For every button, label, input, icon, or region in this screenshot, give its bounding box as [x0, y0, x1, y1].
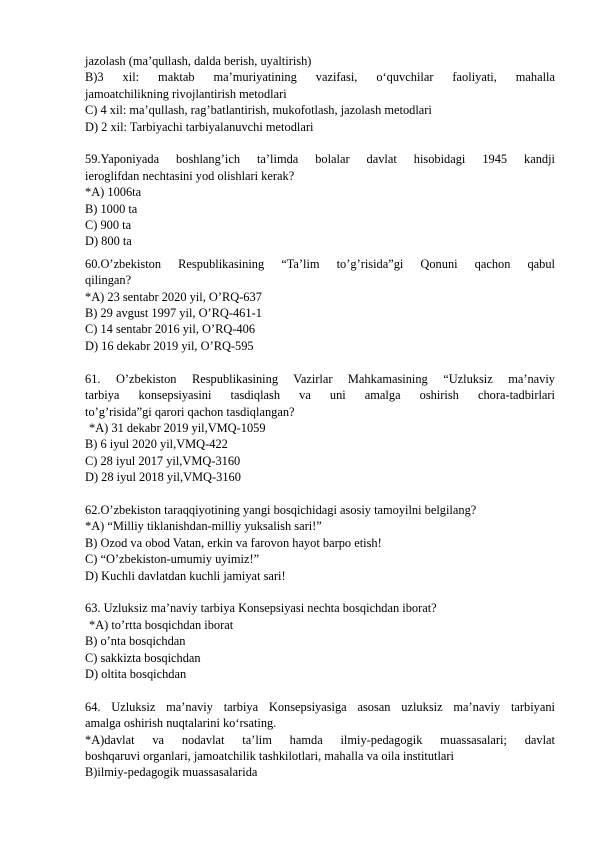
question-64	[85, 699, 555, 781]
document-page	[85, 53, 555, 781]
spacer	[85, 584, 555, 600]
question-59	[85, 151, 555, 249]
option-b-line-1: B)3 xil: maktab ma’muriyatining vazifasi, o‘quvchilar faoliyati, mahalla	[85, 70, 555, 85]
option-c: C) 28 iyul 2017 yil,VMQ-3160	[85, 453, 241, 468]
question-text-line-2: amalga oshirish nuqtalarini ko‘rsating.	[85, 716, 277, 731]
question-63	[85, 600, 555, 682]
option-c: C) sakkizta bosqichdan	[85, 650, 201, 665]
question-62	[85, 502, 555, 584]
option-b: B)ilmiy-pedagogik muassasalarida	[85, 765, 258, 780]
option-a-tail: jazolash (ma’qullash, dalda berish, uyaltirish)	[85, 54, 312, 68]
option-c: C) “O’zbekiston-umumiy uyimiz!”	[85, 552, 260, 567]
question-58-continuation	[85, 53, 555, 135]
question-61	[85, 371, 555, 486]
question-text-line-2: qilingan?	[85, 273, 132, 288]
option-c: C) 4 xil: ma’qullash, rag’batlantirish, mukofotlash, jazolash metodlari	[85, 103, 432, 118]
question-text-line-3: to’g’risida”gi qarori qachon tasdiqlangan?	[85, 404, 295, 419]
question-text-line-1: 62.O’zbekiston taraqqiyotining yangi bosqichidagi asosiy tamoyilni belgilang?	[85, 502, 477, 517]
option-b: B) 1000 ta	[85, 201, 138, 216]
question-text-line-1: 59.Yaponiyada boshlang’ich ta’limda bolalar davlat hisobidagi 1945 kandji	[85, 152, 555, 167]
option-a-correct: *A) “Milliy tiklanishdan-milliy yuksalish sari!”	[85, 519, 322, 534]
spacer	[85, 354, 555, 370]
option-d: D) 28 iyul 2018 yil,VMQ-3160	[85, 470, 241, 485]
question-text-line-1: 64. Uzluksiz ma’naviy tarbiya Konsepsiyasiga asosan uzluksiz ma’naviy tarbiyani	[85, 699, 555, 714]
option-d: D) Kuchli davlatdan kuchli jamiyat sari!	[85, 568, 286, 583]
question-text-line-1: 63. Uzluksiz ma’naviy tarbiya Konsepsiyasi nechta bosqichdan iborat?	[85, 601, 437, 616]
spacer	[85, 682, 555, 698]
question-text-line-2: ieroglifdan nechtasini yod olishlari kerak?	[85, 168, 295, 183]
option-d: D) oltita bosqichdan	[85, 666, 187, 681]
option-a-line-2: boshqaruvi organlari, jamoatchilik tashkilotlari, mahalla va oila institutlari	[85, 748, 454, 763]
option-a-correct: *A) 23 sentabr 2020 yil, O’RQ-637	[85, 289, 262, 304]
option-a-line-1: *A)davlat va nodavlat ta’lim hamda ilmiy-pedagogik muassasalari; davlat	[85, 732, 555, 747]
option-d: D) 800 ta	[85, 234, 132, 249]
option-d: D) 2 xil: Tarbiyachi tarbiyalanuvchi metodlari	[85, 119, 314, 134]
question-text-line-1: 61. O’zbekiston Respublikasining Vazirlar Mahkamasining “Uzluksiz ma’naviy	[85, 371, 555, 386]
option-a-correct: *A) 1006ta	[85, 185, 142, 200]
option-d: D) 16 dekabr 2019 yil, O’RQ-595	[85, 338, 254, 353]
option-b-line-2: jamoatchilikning rivojlantirish metodlari	[85, 86, 287, 101]
option-a-correct: *A) 31 dekabr 2019 yil,VMQ-1059	[89, 420, 266, 435]
question-text-line-2: tarbiya konsepsiyasini tasdiqlash va uni amalga oshirish chora-tadbirlari	[85, 388, 555, 403]
option-b: B) 6 iyul 2020 yil,VMQ-422	[85, 437, 228, 452]
option-b: B) 29 avgust 1997 yil, O’RQ-461-1	[85, 306, 262, 321]
option-a-correct: *A) to’rtta bosqichdan iborat	[89, 617, 234, 632]
question-text-line-1: 60.O’zbekiston Respublikasining “Ta’lim to’g’risida”gi Qonuni qachon qabul	[85, 256, 555, 271]
option-c: C) 900 ta	[85, 218, 132, 233]
option-c: C) 14 sentabr 2016 yil, O’RQ-406	[85, 322, 256, 337]
option-b: B) o’nta bosqichdan	[85, 634, 186, 649]
spacer	[85, 486, 555, 502]
spacer	[85, 135, 555, 151]
option-b: B) Ozod va obod Vatan, erkin va farovon hayot barpo etish!	[85, 535, 382, 550]
question-60	[85, 256, 555, 354]
